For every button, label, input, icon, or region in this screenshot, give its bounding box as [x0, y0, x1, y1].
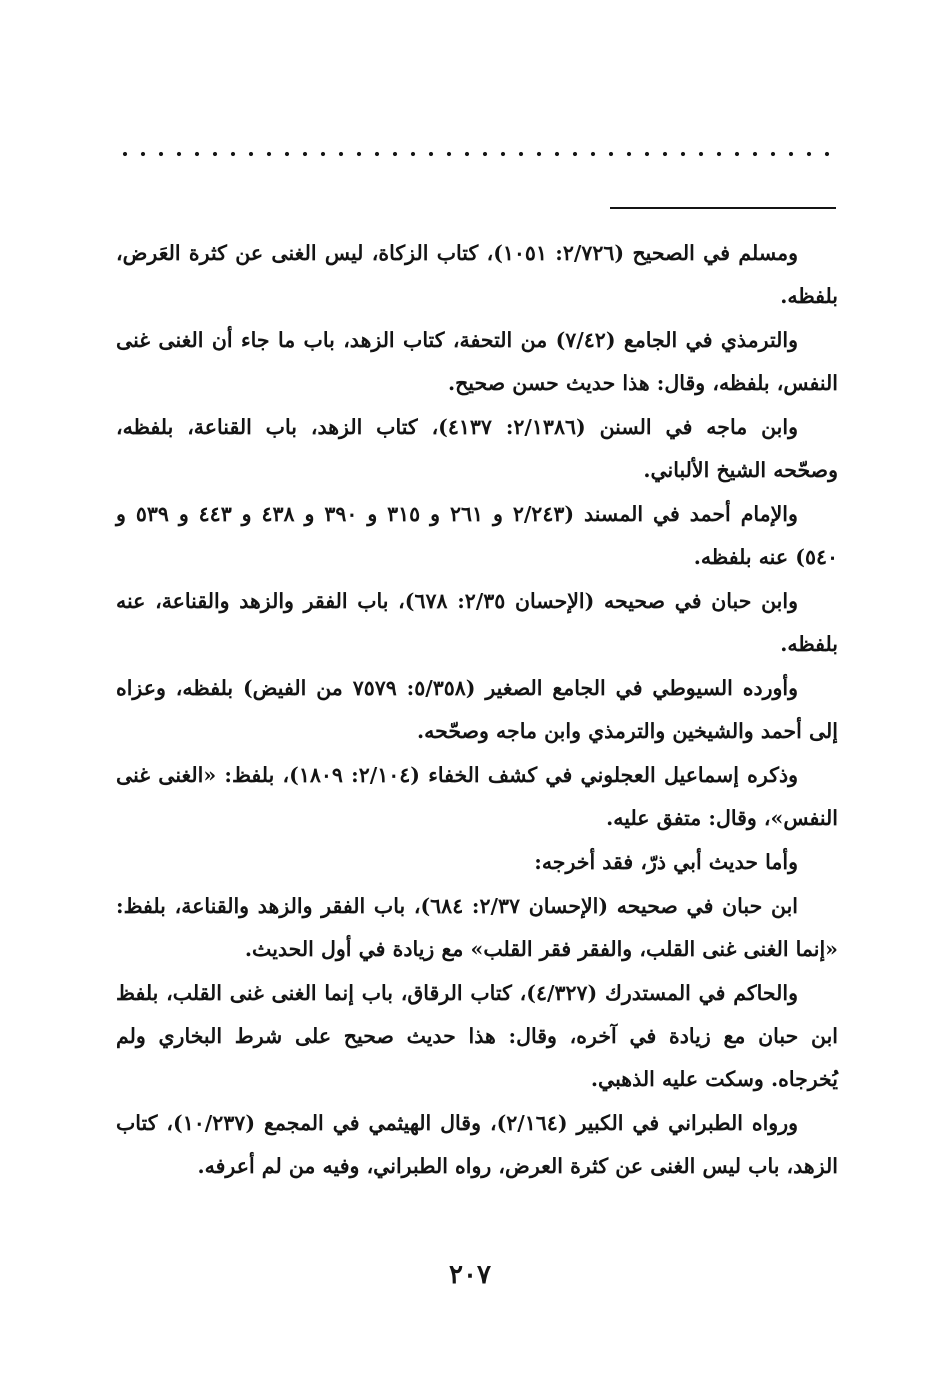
footnotes-section [116, 232, 838, 1188]
footnote-paragraph: ومسلم في الصحيح (٢/٧٢٦: ١٠٥١)، كتاب الزكاة، ليس الغنى عن كثرة العَرض، بلفظه. [116, 241, 838, 308]
footnote-paragraph: وابن حبان في صحيحه (الإحسان ٢/٣٥: ٦٧٨)، باب الفقر والزهد والقناعة، عنه بلفظه. [116, 589, 838, 656]
page-number: ٢٠٧ [449, 1260, 491, 1290]
footnote-paragraph: وابن ماجه في السنن (٢/١٣٨٦: ٤١٣٧)، كتاب الزهد، باب القناعة، بلفظه، وصحّحه الشيخ الألباني. [116, 415, 838, 482]
footnote-paragraph: ورواه الطبراني في الكبير (٢/١٦٤)، وقال الهيثمي في المجمع (١٠/٢٣٧)، كتاب الزهد، باب ليس الغنى عن كثرة العرض، رواه الطبراني، وفيه من لم أعرفه. [116, 1111, 838, 1178]
footnote-paragraph: وأورده السيوطي في الجامع الصغير (٥/٣٥٨: ٧٥٧٩ من الفيض) بلفظه، وعزاه إلى أحمد والشيخين والترمذي وابن ماجه وصحّحه. [116, 676, 838, 743]
footnote-paragraph: والترمذي في الجامع (٧/٤٢) من التحفة، كتاب الزهد، باب ما جاء أن الغنى غنى النفس، بلفظه، وقال: هذا حديث حسن صحيح. [116, 328, 838, 395]
footnote-paragraph: وذكره إسماعيل العجلوني في كشف الخفاء (٢/١٠٤: ١٨٠٩)، بلفظ: «الغنى غنى النفس»، وقال: متفق عليه. [116, 763, 838, 830]
footnote-rule [610, 207, 836, 209]
dotted-separator [116, 149, 836, 159]
footnote-paragraph: والحاكم في المستدرك (٤/٣٢٧)، كتاب الرقاق، باب إنما الغنى غنى القلب، بلفظ ابن حبان مع زيادة في آخره، وقال: هذا حديث صحيح على شرط البخاري ولم يُخرجاه. وسكت عليه الذهبي. [116, 981, 838, 1091]
footnote-paragraph: والإمام أحمد في المسند (٢/٢٤٣ و ٢٦١ و ٣١٥ و ٣٩٠ و ٤٣٨ و ٤٤٣ و ٥٣٩ و ٥٤٠) عنه بلفظه. [116, 502, 838, 569]
footnote-paragraph: وأما حديث أبي ذرّ، فقد أخرجه: [534, 850, 798, 874]
footnote-paragraph: ابن حبان في صحيحه (الإحسان ٢/٣٧: ٦٨٤)، باب الفقر والزهد والقناعة، بلفظ: «إنما الغنى غنى القلب، والفقر فقر القلب» مع زيادة في أول الحديث. [116, 894, 838, 961]
